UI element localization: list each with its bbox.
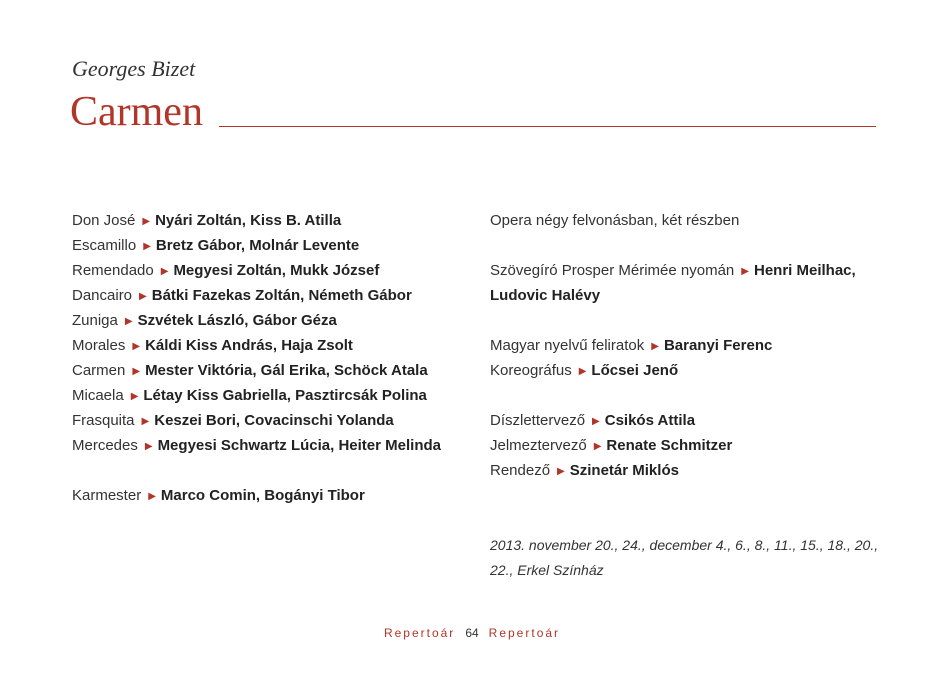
set-designer-names: Csikós Attila — [604, 412, 696, 429]
cast-row — [72, 408, 472, 433]
triangle-right-icon: ▶ — [741, 266, 749, 277]
title-rule — [219, 126, 876, 127]
production-info — [490, 208, 890, 583]
title-row — [70, 88, 876, 136]
triangle-right-icon: ▶ — [142, 216, 151, 227]
performer-names: Szvétek László, Gábor Géza — [137, 312, 337, 329]
triangle-right-icon: ▶ — [130, 391, 139, 402]
spacer — [490, 383, 890, 408]
performer-names: Mester Viktória, Gál Erika, Schöck Atala — [145, 362, 428, 379]
cast-row — [72, 433, 472, 458]
role-label: Rendező — [490, 462, 551, 479]
performer-names: Káldi Kiss András, Haja Zsolt — [145, 337, 353, 354]
role-label: Jelmeztervező — [490, 437, 587, 454]
role-label: Carmen — [72, 362, 126, 379]
performer-names: Bretz Gábor, Molnár Levente — [155, 237, 360, 254]
set-designer-row — [490, 408, 890, 433]
triangle-right-icon: ▶ — [141, 416, 150, 427]
role-label: Frasquita — [72, 412, 135, 429]
cast-row — [72, 358, 472, 383]
page-number: 64 — [465, 626, 479, 640]
cast-row — [72, 208, 472, 233]
page-footer — [0, 626, 944, 640]
footer-section-label: Repertoár — [488, 626, 561, 640]
role-label: Micaela — [72, 387, 124, 404]
cast-row — [72, 258, 472, 283]
costume-designer-row — [490, 433, 890, 458]
performer-names: Nyári Zoltán, Kiss B. Atilla — [155, 212, 342, 229]
performer-names: Megyesi Zoltán, Mukk József — [173, 262, 380, 279]
spacer — [490, 483, 890, 508]
librettist-names: Henri Meilhac, — [753, 262, 856, 279]
librettist-row — [490, 258, 890, 283]
performer-names: Keszei Bori, Covacinschi Yolanda — [154, 412, 394, 429]
triangle-right-icon: ▶ — [651, 341, 659, 352]
cast-row — [72, 283, 472, 308]
costume-designer-names: Renate Schmitzer — [606, 437, 733, 454]
performance-dates — [490, 533, 885, 583]
director-names: Szinetár Miklós — [569, 462, 679, 479]
triangle-right-icon: ▶ — [593, 441, 602, 452]
conductor-names: Marco Comin, Bogányi Tibor — [160, 487, 365, 504]
triangle-right-icon: ▶ — [124, 316, 133, 327]
performer-names: Megyesi Schwartz Lúcia, Heiter Melinda — [157, 437, 441, 454]
role-label: Remendado — [72, 262, 154, 279]
role-label: Don José — [72, 212, 136, 229]
conductor-row — [72, 483, 472, 508]
spacer — [490, 508, 890, 533]
triangle-right-icon: ▶ — [148, 491, 156, 502]
librettist-names-continued: Ludovic Halévy — [490, 287, 601, 304]
opera-description: Opera négy felvonásban, két részben — [490, 212, 740, 229]
role-label: Zuniga — [72, 312, 118, 329]
triangle-right-icon: ▶ — [143, 241, 151, 252]
triangle-right-icon: ▶ — [160, 266, 169, 277]
spacer — [490, 308, 890, 333]
spacer — [72, 458, 472, 483]
dates-line: 22., Erkel Színház — [490, 562, 604, 578]
performer-names: Létay Kiss Gabriella, Pasztircsák Polina — [143, 387, 427, 404]
triangle-right-icon: ▶ — [132, 366, 141, 377]
subtitles-names: Baranyi Ferenc — [663, 337, 773, 354]
triangle-right-icon: ▶ — [557, 466, 565, 477]
cast-row — [72, 333, 472, 358]
role-label: Díszlettervező — [490, 412, 586, 429]
role-label: Dancairo — [72, 287, 133, 304]
spacer — [490, 233, 890, 258]
footer-section-label: Repertoár — [383, 626, 456, 640]
triangle-right-icon: ▶ — [578, 366, 587, 377]
triangle-right-icon: ▶ — [592, 416, 600, 427]
composer-name: Georges Bizet — [72, 56, 196, 81]
triangle-right-icon: ▶ — [144, 441, 153, 452]
triangle-right-icon: ▶ — [139, 291, 147, 302]
triangle-right-icon: ▶ — [132, 341, 141, 352]
page-title: Carmen — [70, 89, 203, 135]
role-label: Szövegíró Prosper Mérimée nyomán — [490, 262, 735, 279]
choreographer-names: Lőcsei Jenő — [591, 362, 679, 379]
cast-row — [72, 383, 472, 408]
role-label: Escamillo — [72, 237, 137, 254]
subtitles-row — [490, 333, 890, 358]
director-row — [490, 458, 890, 483]
cast-row — [72, 233, 472, 258]
role-label: Koreográfus — [490, 362, 572, 379]
cast-list — [72, 208, 472, 508]
role-label: Karmester — [72, 487, 142, 504]
cast-row — [72, 308, 472, 333]
choreographer-row — [490, 358, 890, 383]
role-label: Mercedes — [72, 437, 138, 454]
performer-names: Bátki Fazekas Zoltán, Németh Gábor — [151, 287, 412, 304]
role-label: Morales — [72, 337, 126, 354]
dates-line: 2013. november 20., 24., december 4., 6., 8., 11., 15., 18., 20., — [490, 537, 879, 553]
role-label: Magyar nyelvű feliratok — [490, 337, 645, 354]
